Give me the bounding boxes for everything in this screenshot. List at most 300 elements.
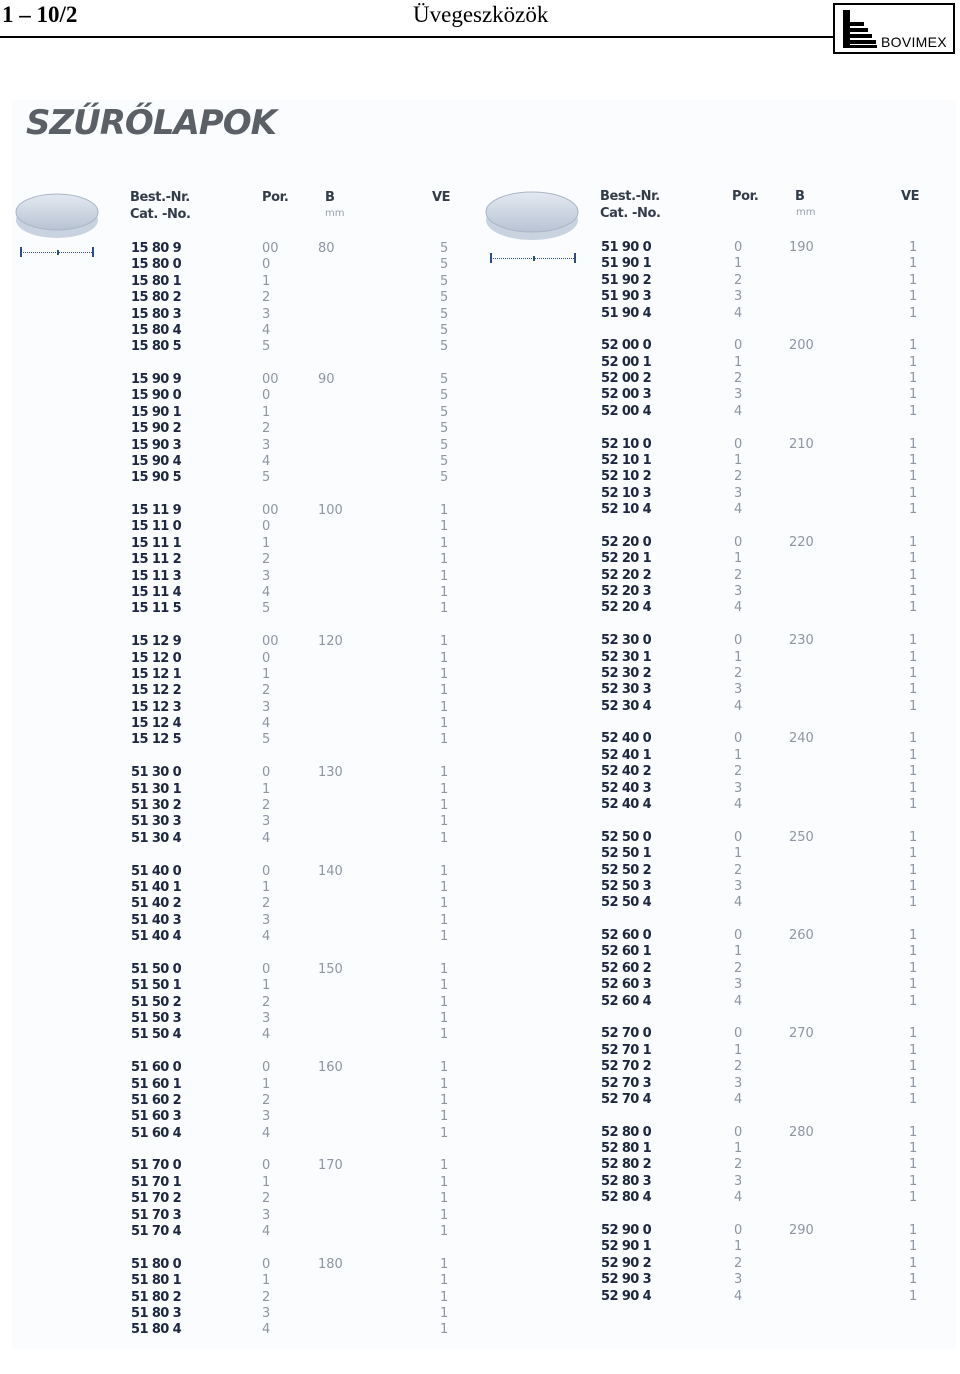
cell-por: 2 (734, 371, 743, 386)
cell-ve: 1 (909, 338, 918, 353)
cell-ve: 1 (440, 1224, 449, 1239)
table-row (0, 584, 960, 600)
cell-ve: 1 (909, 682, 918, 697)
cell-por: 0 (262, 765, 271, 780)
cell-ve: 1 (909, 584, 918, 599)
cell-ve: 1 (440, 1208, 449, 1223)
left-header-code (130, 189, 191, 223)
cell-code: 15 90 3 (131, 438, 182, 453)
cell-code: 15 12 3 (131, 700, 182, 715)
cell-ve: 1 (909, 1141, 918, 1156)
cell-ve: 1 (440, 814, 449, 829)
cell-ve: 1 (909, 1174, 918, 1189)
cell-ve: 1 (440, 634, 449, 649)
table-row (0, 453, 960, 469)
cell-ve: 1 (909, 1272, 918, 1287)
catalog-title: SZŰRŐLAPOK (26, 103, 276, 143)
header-best-nr: Best.-Nr. (130, 190, 190, 205)
table-row (0, 1043, 960, 1059)
table-row (0, 1141, 960, 1157)
cell-code: 51 70 2 (131, 1191, 182, 1206)
cell-por: 2 (734, 1256, 743, 1271)
table-row (0, 666, 960, 682)
cell-ve: 1 (440, 765, 449, 780)
cell-code: 52 30 4 (601, 699, 652, 714)
cell-ve: 1 (909, 306, 918, 321)
cell-b: 90 (318, 372, 335, 387)
cell-por: 2 (262, 683, 271, 698)
cell-ve: 1 (909, 453, 918, 468)
cell-ve: 1 (909, 273, 918, 288)
cell-ve: 1 (440, 732, 449, 747)
cell-code: 52 40 2 (601, 764, 652, 779)
cell-ve: 1 (909, 469, 918, 484)
cell-code: 15 11 3 (131, 569, 182, 584)
cell-code: 51 50 1 (131, 978, 182, 993)
cell-por: 00 (262, 634, 279, 649)
table-row (0, 748, 960, 764)
cell-ve: 1 (440, 1191, 449, 1206)
cell-ve: 5 (440, 454, 449, 469)
left-header-ve: VE (432, 190, 451, 205)
cell-ve: 1 (909, 1043, 918, 1058)
cell-code: 52 60 2 (601, 961, 652, 976)
cell-ve: 5 (440, 241, 449, 256)
cell-ve: 1 (440, 1109, 449, 1124)
cell-por: 4 (262, 1224, 271, 1239)
cell-por: 1 (262, 1175, 271, 1190)
header-cat-no: Cat. -No. (130, 207, 191, 222)
cell-por: 0 (734, 1223, 743, 1238)
cell-code: 51 80 4 (131, 1322, 182, 1337)
cell-ve: 1 (440, 1060, 449, 1075)
cell-ve: 1 (909, 1190, 918, 1205)
cell-code: 52 90 1 (601, 1239, 652, 1254)
cell-por: 4 (734, 994, 743, 1009)
cell-code: 15 80 1 (131, 274, 182, 289)
cell-ve: 1 (440, 667, 449, 682)
cell-por: 1 (262, 880, 271, 895)
cell-por: 2 (262, 290, 271, 305)
cell-code: 51 60 0 (131, 1060, 182, 1075)
cell-ve: 1 (440, 929, 449, 944)
cell-code: 15 90 5 (131, 470, 182, 485)
cell-por: 1 (734, 1043, 743, 1058)
cell-code: 51 40 0 (131, 864, 182, 879)
cell-b: 180 (318, 1257, 343, 1272)
cell-ve: 1 (909, 289, 918, 304)
page-number: 1 – 10/2 (2, 2, 78, 27)
cell-ve: 1 (909, 863, 918, 878)
cell-ve: 5 (440, 290, 449, 305)
cell-ve: 1 (909, 633, 918, 648)
page-header (0, 0, 960, 60)
cell-ve: 5 (440, 388, 449, 403)
cell-por: 2 (262, 1191, 271, 1206)
cell-code: 15 80 4 (131, 323, 182, 338)
cell-code: 52 20 4 (601, 600, 652, 615)
cell-ve: 1 (909, 994, 918, 1009)
cell-code: 15 11 5 (131, 601, 182, 616)
cell-por: 2 (734, 1059, 743, 1074)
cell-por: 1 (262, 405, 271, 420)
cell-por: 2 (262, 1290, 271, 1305)
cell-b: 150 (318, 962, 343, 977)
table-row (0, 895, 960, 911)
bovimex-logo (833, 3, 955, 54)
cell-por: 1 (734, 1239, 743, 1254)
table-row (0, 1026, 960, 1042)
cell-code: 51 80 1 (131, 1273, 182, 1288)
cell-code: 52 00 1 (601, 355, 652, 370)
cell-ve: 1 (440, 995, 449, 1010)
cell-ve: 1 (909, 650, 918, 665)
cell-code: 52 30 2 (601, 666, 652, 681)
cell-ve: 1 (440, 601, 449, 616)
table-row (0, 944, 960, 960)
cell-b: 80 (318, 241, 335, 256)
cell-ve: 1 (440, 913, 449, 928)
header-best-nr: Best.-Nr. (600, 189, 660, 204)
table-row (0, 1059, 960, 1075)
cell-ve: 5 (440, 470, 449, 485)
cell-ve: 1 (909, 535, 918, 550)
cell-code: 52 60 1 (601, 944, 652, 959)
cell-por: 1 (262, 1077, 271, 1092)
table-row (0, 764, 960, 780)
cell-b: 100 (318, 503, 343, 518)
cell-por: 2 (262, 1093, 271, 1108)
cell-b: 230 (789, 633, 814, 648)
table-row (0, 814, 960, 830)
table-row (0, 355, 960, 371)
cell-por: 3 (734, 486, 743, 501)
cell-por: 4 (734, 1190, 743, 1205)
cell-code: 52 20 3 (601, 584, 652, 599)
cell-por: 3 (262, 1011, 271, 1026)
cell-b: 200 (789, 338, 814, 353)
cell-code: 52 30 1 (601, 650, 652, 665)
cell-code: 51 80 2 (131, 1290, 182, 1305)
cell-ve: 5 (440, 438, 449, 453)
cell-por: 2 (262, 552, 271, 567)
cell-code: 15 12 5 (131, 732, 182, 747)
cell-por: 0 (262, 1257, 271, 1272)
table-row (0, 731, 960, 747)
cell-code: 52 60 4 (601, 994, 652, 1009)
cell-code: 51 50 4 (131, 1027, 182, 1042)
cell-por: 0 (734, 1026, 743, 1041)
cell-por: 3 (734, 387, 743, 402)
cell-code: 15 90 0 (131, 388, 182, 403)
cell-ve: 1 (909, 944, 918, 959)
table-row (0, 551, 960, 567)
table-row (0, 1322, 960, 1338)
filter-disc-illustration (14, 190, 100, 242)
table-row (0, 1239, 960, 1255)
cell-por: 4 (262, 716, 271, 731)
cell-ve: 5 (440, 405, 449, 420)
cell-code: 51 70 0 (131, 1158, 182, 1173)
cell-por: 4 (262, 831, 271, 846)
cell-por: 4 (734, 502, 743, 517)
cell-code: 52 60 3 (601, 977, 652, 992)
cell-code: 52 70 3 (601, 1076, 652, 1091)
cell-por: 3 (262, 814, 271, 829)
table-row (0, 437, 960, 453)
cell-por: 0 (262, 651, 271, 666)
cell-ve: 5 (440, 257, 449, 272)
cell-ve: 1 (440, 1158, 449, 1173)
cell-code: 52 70 2 (601, 1059, 652, 1074)
table-row (0, 650, 960, 666)
cell-por: 3 (262, 1208, 271, 1223)
cell-ve: 1 (440, 683, 449, 698)
cell-code: 51 60 4 (131, 1126, 182, 1141)
cell-ve: 1 (909, 699, 918, 714)
cell-ve: 1 (909, 895, 918, 910)
table-row (0, 1272, 960, 1288)
table-row (0, 1289, 960, 1305)
cell-por: 4 (262, 585, 271, 600)
cell-ve: 1 (440, 1273, 449, 1288)
cell-ve: 1 (440, 1322, 449, 1337)
cell-ve: 1 (909, 404, 918, 419)
table-row (0, 879, 960, 895)
cell-code: 52 50 2 (601, 863, 652, 878)
cell-ve: 1 (440, 798, 449, 813)
cell-code: 52 20 0 (601, 535, 652, 550)
cell-por: 1 (734, 846, 743, 861)
table-row (0, 535, 960, 551)
cell-por: 1 (734, 355, 743, 370)
cell-ve: 1 (440, 503, 449, 518)
cell-por: 2 (734, 764, 743, 779)
cell-por: 1 (734, 748, 743, 763)
cell-por: 0 (734, 731, 743, 746)
cell-por: 3 (734, 977, 743, 992)
cell-por: 4 (734, 797, 743, 812)
cell-ve: 1 (440, 552, 449, 567)
cell-por: 1 (734, 944, 743, 959)
cell-code: 52 10 1 (601, 453, 652, 468)
cell-ve: 1 (909, 781, 918, 796)
cell-por: 3 (262, 438, 271, 453)
cell-code: 51 70 4 (131, 1224, 182, 1239)
cell-code: 51 50 3 (131, 1011, 182, 1026)
cell-code: 51 70 1 (131, 1175, 182, 1190)
cell-code: 52 60 0 (601, 928, 652, 943)
cell-ve: 1 (909, 879, 918, 894)
cell-code: 15 90 1 (131, 405, 182, 420)
table-row (0, 1190, 960, 1206)
cell-por: 5 (262, 732, 271, 747)
cell-code: 15 80 2 (131, 290, 182, 305)
cell-code: 52 40 0 (601, 731, 652, 746)
cell-ve: 1 (909, 977, 918, 992)
cell-por: 4 (734, 699, 743, 714)
cell-ve: 1 (440, 700, 449, 715)
cell-por: 0 (262, 257, 271, 272)
cell-b: 240 (789, 731, 814, 746)
cell-code: 51 60 3 (131, 1109, 182, 1124)
cell-code: 51 30 1 (131, 782, 182, 797)
left-header-b-unit: mm (325, 208, 345, 219)
cell-por: 00 (262, 241, 279, 256)
cell-por: 2 (262, 798, 271, 813)
header-cat-no: Cat. -No. (600, 206, 661, 221)
cell-por: 2 (734, 666, 743, 681)
cell-code: 51 40 4 (131, 929, 182, 944)
cell-ve: 1 (440, 978, 449, 993)
cell-ve: 1 (909, 551, 918, 566)
cell-ve: 1 (440, 1290, 449, 1305)
table-row (0, 568, 960, 584)
cell-code: 51 30 0 (131, 765, 182, 780)
table-row (0, 1092, 960, 1108)
cell-code: 52 00 0 (601, 338, 652, 353)
table-row (0, 387, 960, 403)
cell-ve: 1 (909, 830, 918, 845)
cell-ve: 1 (440, 1027, 449, 1042)
cell-code: 52 70 1 (601, 1043, 652, 1058)
cell-ve: 1 (909, 1092, 918, 1107)
cell-por: 4 (262, 929, 271, 944)
cell-por: 4 (734, 404, 743, 419)
cell-code: 52 10 4 (601, 502, 652, 517)
cell-ve: 1 (909, 1289, 918, 1304)
table-row (0, 699, 960, 715)
table-row (0, 289, 960, 305)
cell-ve: 1 (440, 1011, 449, 1026)
cell-code: 52 10 0 (601, 437, 652, 452)
cell-por: 2 (734, 961, 743, 976)
cell-code: 51 80 3 (131, 1306, 182, 1321)
cell-code: 52 00 3 (601, 387, 652, 402)
cell-por: 3 (734, 584, 743, 599)
cell-ve: 1 (909, 961, 918, 976)
table-row (0, 306, 960, 322)
cell-code: 52 00 2 (601, 371, 652, 386)
cell-por: 5 (262, 601, 271, 616)
cell-ve: 1 (440, 585, 449, 600)
cell-ve: 1 (909, 600, 918, 615)
cell-por: 2 (734, 568, 743, 583)
cell-code: 51 30 4 (131, 831, 182, 846)
cell-b: 140 (318, 864, 343, 879)
cell-ve: 1 (909, 797, 918, 812)
table-row (0, 240, 960, 256)
cell-code: 51 40 1 (131, 880, 182, 895)
cell-ve: 1 (909, 1157, 918, 1172)
cell-code: 52 90 2 (601, 1256, 652, 1271)
table-row (0, 1076, 960, 1092)
cell-b: 290 (789, 1223, 814, 1238)
left-header-por: Por. (262, 190, 289, 205)
cell-code: 15 12 4 (131, 716, 182, 731)
cell-b: 120 (318, 634, 343, 649)
logo-text: BOVIMEX (881, 34, 947, 50)
cell-por: 0 (262, 962, 271, 977)
cell-ve: 1 (440, 1306, 449, 1321)
table-row (0, 1306, 960, 1322)
cell-b: 280 (789, 1125, 814, 1140)
cell-code: 51 80 0 (131, 1257, 182, 1272)
cell-por: 0 (734, 633, 743, 648)
cell-code: 51 30 3 (131, 814, 182, 829)
cell-por: 3 (734, 682, 743, 697)
cell-ve: 1 (440, 1257, 449, 1272)
cell-por: 1 (734, 453, 743, 468)
table-row (0, 404, 960, 420)
cell-code: 15 80 3 (131, 307, 182, 322)
table-row (0, 1174, 960, 1190)
cell-code: 51 40 2 (131, 896, 182, 911)
cell-ve: 5 (440, 323, 449, 338)
table-row (0, 633, 960, 649)
cell-code: 15 11 1 (131, 536, 182, 551)
cell-ve: 1 (909, 764, 918, 779)
cell-code: 52 80 0 (601, 1125, 652, 1140)
cell-code: 51 30 2 (131, 798, 182, 813)
cell-code: 15 80 0 (131, 257, 182, 272)
cell-ve: 1 (440, 716, 449, 731)
cell-code: 51 90 0 (601, 240, 652, 255)
cell-por: 4 (734, 306, 743, 321)
cell-por: 4 (734, 895, 743, 910)
cell-ve: 5 (440, 274, 449, 289)
cell-por: 3 (734, 1174, 743, 1189)
table-row (0, 1208, 960, 1224)
cell-ve: 1 (909, 355, 918, 370)
cell-ve: 1 (440, 1093, 449, 1108)
cell-por: 3 (262, 913, 271, 928)
cell-por: 3 (262, 1109, 271, 1124)
cell-code: 52 50 4 (601, 895, 652, 910)
cell-ve: 1 (440, 880, 449, 895)
cell-code: 15 11 2 (131, 552, 182, 567)
right-header-ve: VE (901, 189, 920, 204)
cell-ve: 5 (440, 372, 449, 387)
table-row (0, 863, 960, 879)
cell-por: 0 (262, 1060, 271, 1075)
table-row (0, 961, 960, 977)
cell-por: 4 (262, 323, 271, 338)
cell-ve: 1 (909, 1026, 918, 1041)
cell-ve: 1 (909, 1059, 918, 1074)
cell-code: 52 90 4 (601, 1289, 652, 1304)
cell-ve: 1 (440, 569, 449, 584)
cell-code: 52 40 3 (601, 781, 652, 796)
cell-por: 4 (262, 454, 271, 469)
cell-code: 15 12 2 (131, 683, 182, 698)
table-row (0, 371, 960, 387)
cell-ve: 1 (440, 519, 449, 534)
cell-code: 15 12 0 (131, 651, 182, 666)
cell-ve: 1 (440, 536, 449, 551)
cell-por: 2 (734, 863, 743, 878)
cell-por: 2 (262, 896, 271, 911)
right-header-por: Por. (732, 189, 759, 204)
cell-code: 51 90 1 (601, 256, 652, 271)
cell-por: 00 (262, 372, 279, 387)
cell-por: 0 (734, 338, 743, 353)
cell-b: 190 (789, 240, 814, 255)
cell-por: 3 (262, 700, 271, 715)
table-row (0, 273, 960, 289)
cell-b: 160 (318, 1060, 343, 1075)
cell-por: 00 (262, 503, 279, 518)
